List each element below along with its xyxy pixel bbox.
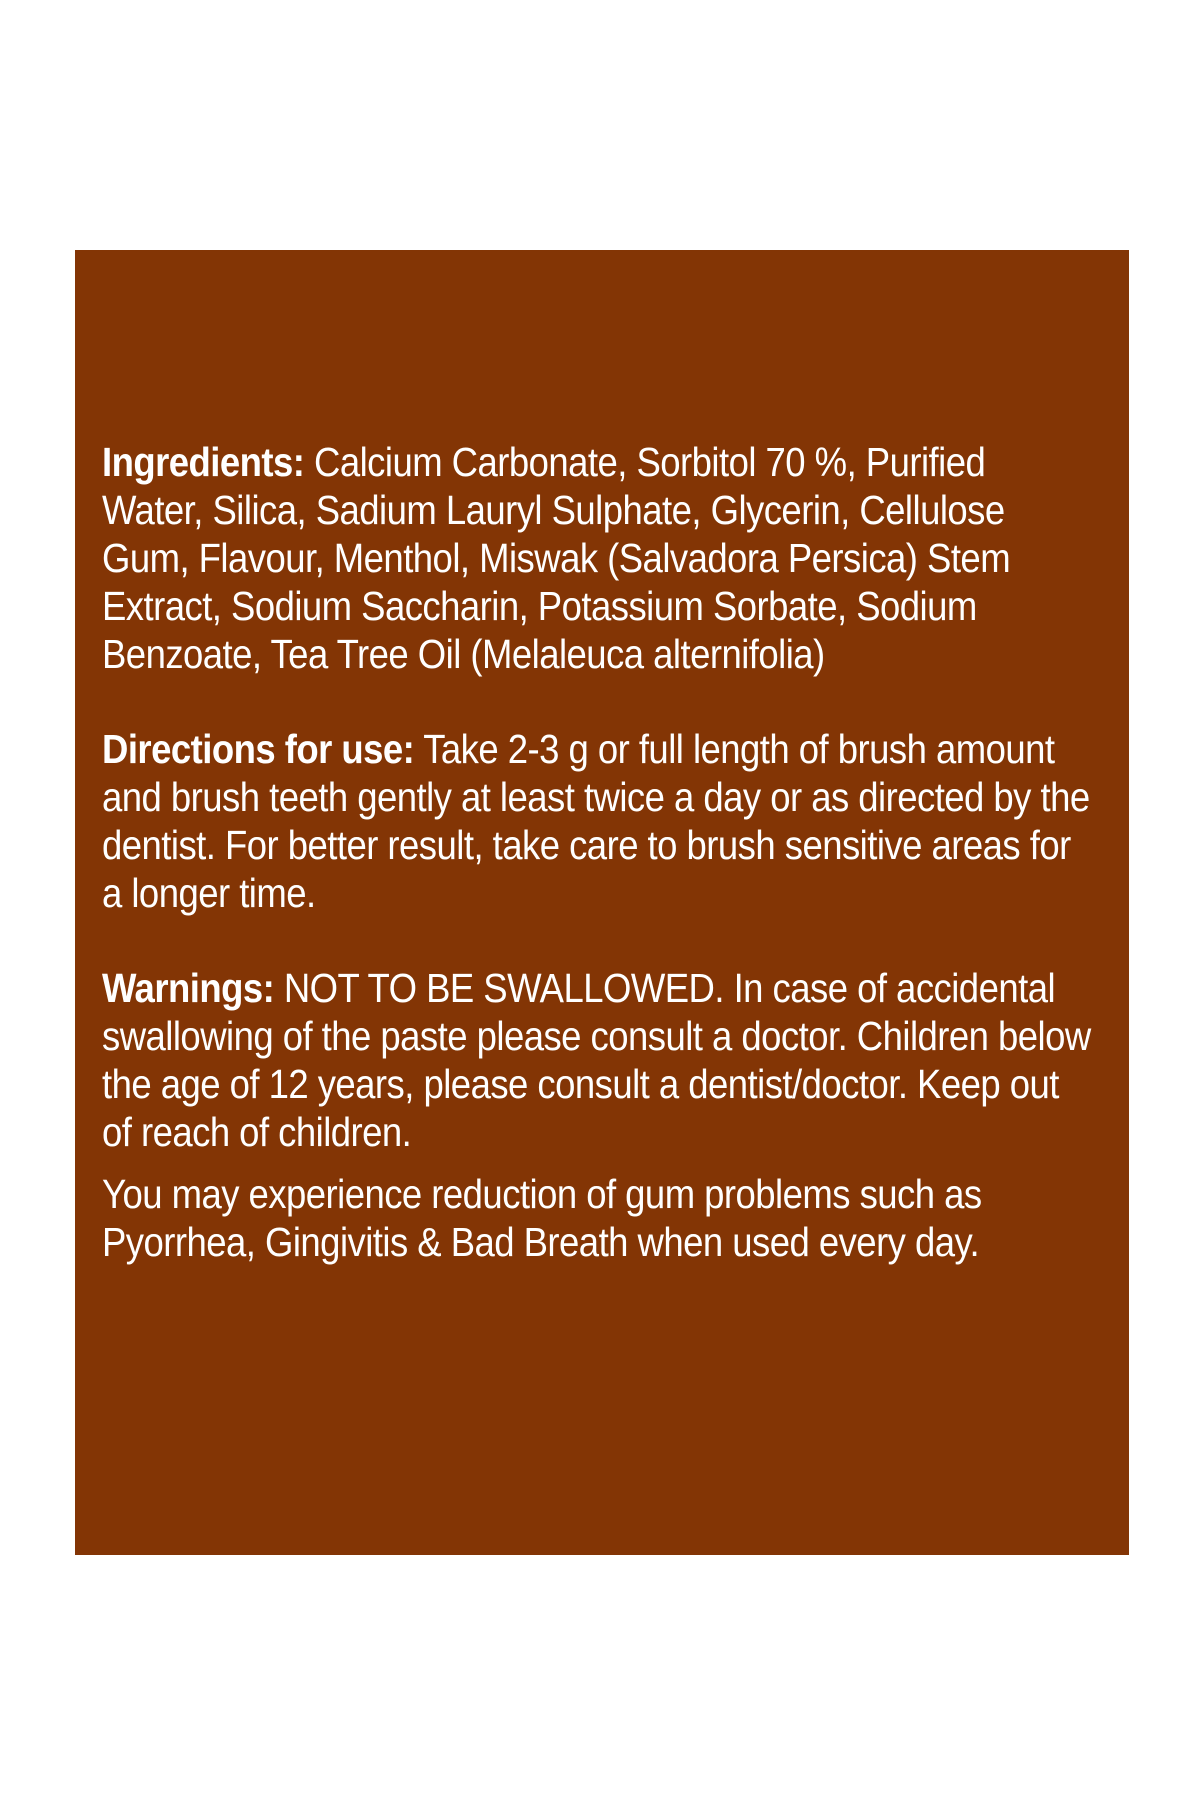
ingredients-section — [102, 438, 1092, 678]
warnings-label: Warnings: — [102, 965, 275, 1011]
directions-label: Directions for use: — [102, 726, 415, 772]
directions-section — [102, 725, 1092, 917]
warnings-text: NOT TO BE SWALLOWED. In case of accidental swallowing of the paste please consult a doctor. Children below the age of 12 years, please consult a dentist/doctor. Keep out of reach of children. — [102, 965, 1091, 1155]
ingredients-label: Ingredients: — [102, 439, 305, 485]
label-panel — [75, 250, 1129, 1555]
warnings-section — [102, 964, 1092, 1156]
directions-text: Take 2-3 g or full length of brush amount and brush teeth gently at least twice a day or as directed by the dentist. For better result, take care to brush sensitive areas for a longer time. — [102, 726, 1090, 916]
claim-section — [102, 1170, 1092, 1266]
claim-text: You may experience reduction of gum problems such as Pyorrhea, Gingivitis & Bad Breath when used every day. — [102, 1171, 982, 1265]
ingredients-text: Calcium Carbonate, Sorbitol 70 %, Purified Water, Silica, Sadium Lauryl Sulphate, Glycerin, Cellulose Gum, Flavour, Menthol, Miswak (Salvadora Persica) Stem Extract, Sodium Saccharin, Potassium Sorbate, Sodium Benzoate, Tea Tree Oil (Melaleuca alternifolia) — [102, 439, 1011, 677]
